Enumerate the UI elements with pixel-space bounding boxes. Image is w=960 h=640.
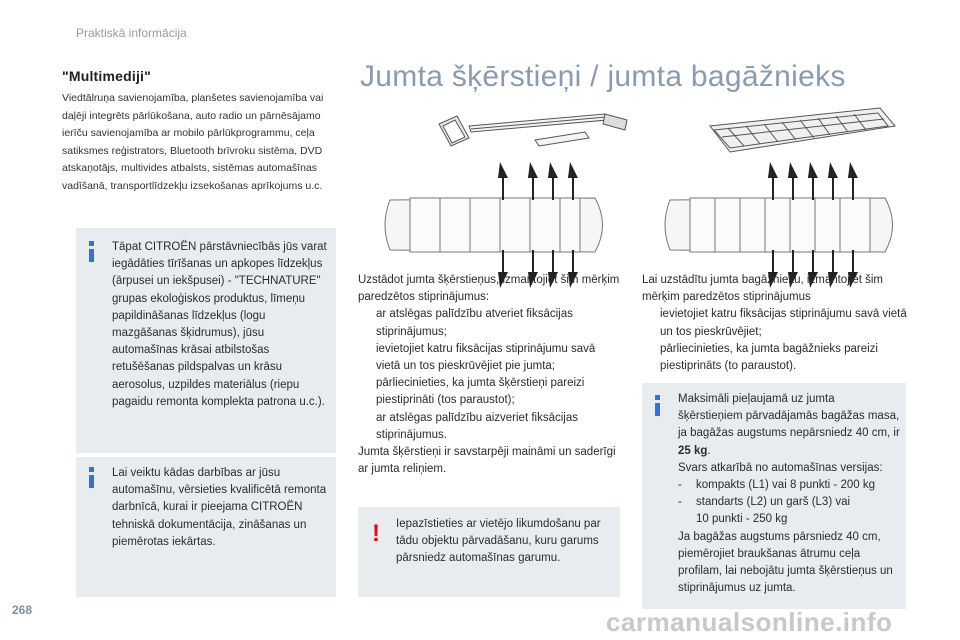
warning-box-text: Iepazīstieties ar vietējo likumdošanu par tādu objektu pārvadāšanu, kuru garums pārsniedz automašīnas garumu. [396, 518, 601, 565]
van-top-view-rack [650, 160, 910, 290]
section-header: Praktiskā informācija [76, 26, 187, 40]
bullet-icon [358, 306, 376, 340]
list-item: ar atslēgas palīdzību atveriet fiksācijas stiprinājumus; [358, 306, 620, 340]
bullet-icon [358, 341, 376, 375]
roof-bars-intro: Uzstādot jumta šķērstieņus, izmantojiet šim mērķim paredzētos stiprinājumus: [358, 274, 620, 304]
multimedia-text: Viedtālruņa savienojamība, planšetes savienojamība vai daļēji integrēts pārlūkošana, auto radio un pārnēsājamo ierīču savienojamība ar mobilo pārlūkprogrammu, ceļa satiksmes reģistrators, Bluetooth brīvroku sistēma, DVD atskaņotājs, multivides atbalsts, sistēmas automašīnas vadīšanā, transportlīdzekļu izsekošanas aprīkojums u.c. [62, 92, 324, 192]
list-item: pārliecinieties, ka jumta bagāžnieks pareizi piestiprināts (to paraustot). [642, 341, 907, 375]
roof-bars-illustration [435, 110, 635, 154]
bullet-icon [642, 341, 660, 375]
warning-icon: ! [372, 520, 380, 547]
roof-rack-illustration [690, 104, 900, 160]
list-item: - kompakts (L1) vai 8 punkti - 200 kg [678, 479, 875, 492]
bullet-icon [358, 375, 376, 409]
page-number: 268 [12, 603, 33, 617]
info-box-workshop-text: Lai veiktu kādas darbības ar jūsu automašīnu, vērsieties kvalificētā remonta darbnīcā, kurai ir pieejama CITROËN tehniskā dokumentācija, zināšanas un piemērotas iekārtas. [112, 467, 327, 548]
bullet-icon [642, 306, 660, 340]
page-title: Jumta šķērstieņi / jumta bagāžnieks [360, 60, 846, 93]
multimedia-title: "Multimediji" [62, 68, 151, 84]
bullet-icon [358, 410, 376, 444]
list-item: pārliecinieties, ka jumta šķērstieņi pareizi piestiprināti (tos paraustot); [358, 375, 620, 409]
max-load-value: 25 kg [678, 444, 708, 457]
list-item: ievietojiet katru fiksācijas stiprinājumu savā vietā un tos pieskrūvējiet; [642, 306, 907, 340]
van-top-view-bars [370, 160, 620, 290]
roof-bars-outro: Jumta šķērstieņi ir savstarpēji maināmi un saderīgi ar jumta reliņiem. [358, 446, 616, 476]
list-item: ievietojiet katru fiksācijas stiprinājumu savā vietā un tos pieskrūvējiet pie jumta; [358, 341, 620, 375]
roof-rack-intro: Lai uzstādītu jumta bagāžnieku, izmantojiet šim mērķim paredzētos stiprinājumus [642, 274, 883, 304]
info-box-accessories-text: Tāpat CITROËN pārstāvniecībās jūs varat iegādāties tīrīšanas un apkopes līdzekļus (ārpusei un iekšpusei) - "TECHNATURE" grupas ekoloģiskos produktus, līmeņu papildināšanas līdzekļus (logu mazgāšanas šķidrumus), jūsu automašīnas krāsai atbilstošas retušēšanas pildspalvas un krāsu aerosolus, uzpildes materiālus (riepu pagaidu remonta komplekta patrona u.c.). [112, 241, 327, 408]
watermark: carmanualsonline.info [606, 607, 893, 637]
list-item: ar atslēgas palīdzību aizveriet fiksācijas stiprinājumus. [358, 410, 620, 444]
list-item: - standarts (L2) un garš (L3) vai [678, 496, 851, 509]
roof-bars-instructions [358, 272, 620, 478]
info-box-load-text: Maksimāli pieļaujamā uz jumta šķērstieņiem pārvadājamās bagāžas masa, ja bagāžas augstums nepārsniedz 40 cm, ir 25 kg. Svars atkarībā no automašīnas versijas: - kompakts (L1) vai 8 punkti - 200 kg - standarts (L2) un garš (L3) vai 10 punkti - 250 kg Ja bagāžas augstums pārsniedz 40 cm, piemērojiet braukšanas ātrumu ceļa profilam, lai nebojātu jumta šķērstieņus un stiprinājumus uz jumta. [678, 393, 900, 595]
roof-rack-instructions [642, 272, 907, 375]
